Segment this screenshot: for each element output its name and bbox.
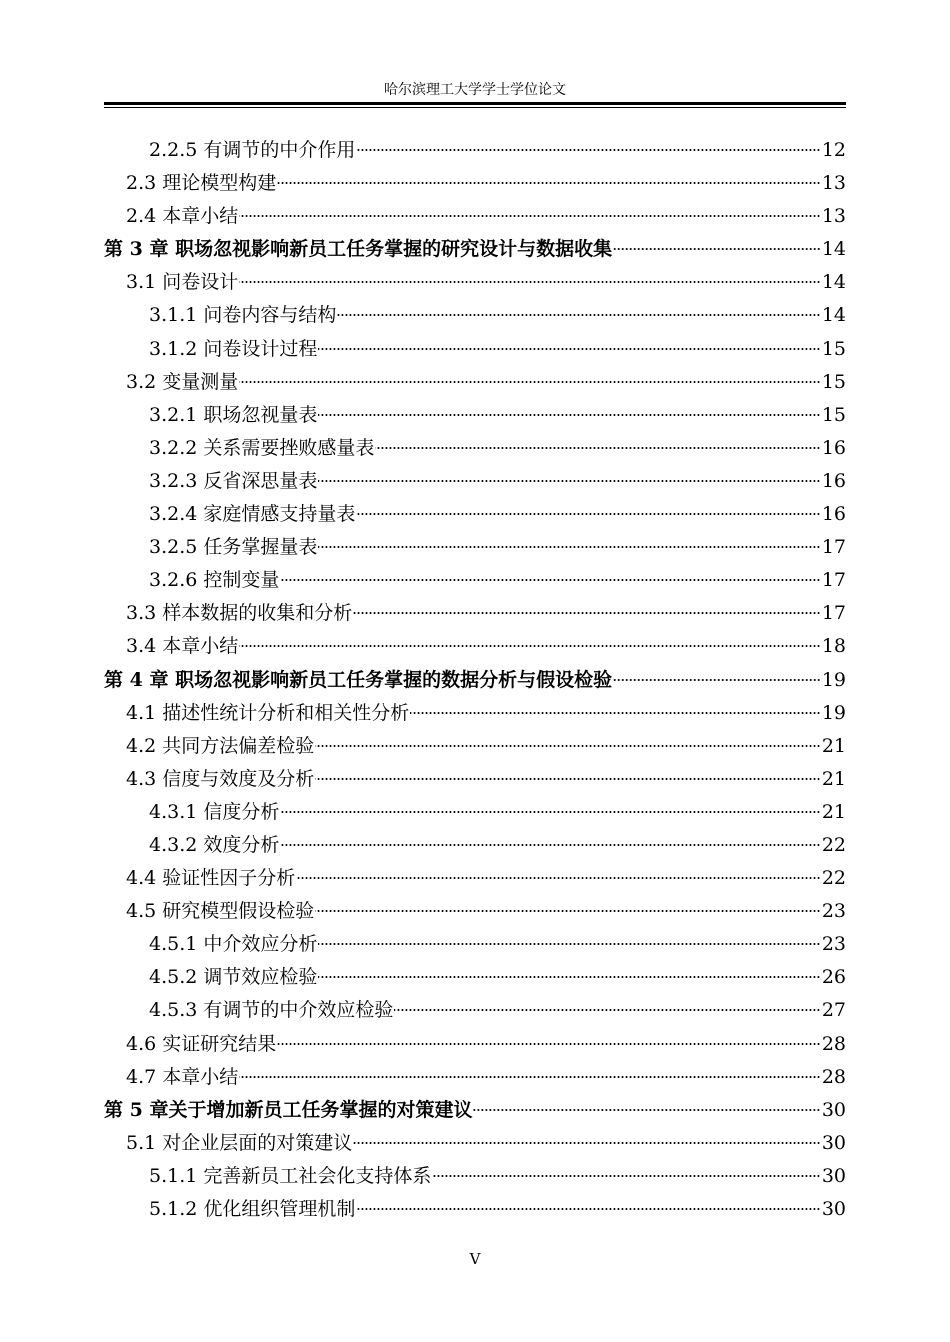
toc-entry-title: 2.4 本章小结 — [126, 205, 239, 228]
toc-entry-page: 17 — [821, 569, 846, 592]
toc-entry[interactable] — [104, 829, 846, 862]
table-of-contents — [104, 134, 846, 1226]
toc-entry[interactable] — [104, 796, 846, 829]
toc-entry[interactable] — [104, 399, 846, 432]
toc-entry-title: 3.1.1 问卷内容与结构 — [149, 304, 337, 327]
toc-entry[interactable] — [104, 1193, 846, 1226]
toc-entry[interactable] — [104, 333, 846, 366]
toc-dot-leader — [280, 579, 820, 581]
toc-entry[interactable] — [104, 697, 846, 730]
toc-dot-leader — [356, 149, 820, 151]
toc-dot-leader — [315, 745, 821, 747]
toc-entry[interactable] — [104, 366, 846, 399]
toc-dot-leader — [432, 1175, 820, 1177]
toc-dot-leader — [239, 645, 821, 647]
toc-entry-page: 16 — [821, 469, 846, 492]
toc-entry-title: 4.3.2 效度分析 — [149, 833, 280, 856]
toc-dot-leader — [318, 976, 820, 978]
toc-entry-page: 19 — [821, 668, 846, 691]
toc-dot-leader — [410, 712, 821, 714]
toc-entry-page: 21 — [821, 734, 846, 757]
toc-entry[interactable] — [104, 1028, 846, 1061]
toc-entry-title: 4.5.3 有调节的中介效应检验 — [149, 999, 394, 1022]
toc-entry-page: 28 — [821, 1032, 846, 1055]
toc-dot-leader — [318, 943, 820, 945]
toc-entry-title: 3.1 问卷设计 — [126, 271, 239, 294]
toc-dot-leader — [318, 414, 820, 416]
toc-entry[interactable] — [104, 432, 846, 465]
toc-entry-page: 12 — [821, 139, 846, 161]
toc-entry-page: 17 — [821, 536, 846, 559]
toc-entry[interactable] — [104, 597, 846, 630]
toc-entry-title: 第 3 章 职场忽视影响新员工任务掌握的研究设计与数据收集 — [104, 238, 613, 261]
toc-entry[interactable] — [104, 1061, 846, 1094]
toc-entry-title: 第 4 章 职场忽视影响新员工任务掌握的数据分析与假设检验 — [104, 668, 613, 691]
toc-entry-title: 3.4 本章小结 — [126, 635, 239, 658]
toc-entry-page: 15 — [821, 370, 846, 393]
toc-entry-page: 17 — [821, 602, 846, 625]
toc-entry-title: 4.3 信度与效度及分析 — [126, 767, 315, 790]
toc-entry-title: 3.1.2 问卷设计过程 — [149, 337, 318, 360]
toc-entry-page: 28 — [821, 1065, 846, 1088]
toc-entry-page: 13 — [821, 172, 846, 195]
toc-entry-page: 30 — [821, 1164, 846, 1187]
toc-entry[interactable] — [104, 763, 846, 796]
toc-entry[interactable] — [104, 1160, 846, 1193]
toc-entry[interactable] — [104, 299, 846, 332]
toc-entry-title: 3.2.2 关系需要挫败感量表 — [149, 436, 375, 459]
toc-dot-leader — [280, 844, 820, 846]
toc-entry[interactable] — [104, 498, 846, 531]
toc-entry[interactable] — [104, 1094, 846, 1127]
toc-dot-leader — [277, 1043, 821, 1045]
toc-entry[interactable] — [104, 531, 846, 564]
toc-entry-title: 5.1 对企业层面的对策建议 — [126, 1131, 353, 1154]
toc-dot-leader — [318, 546, 820, 548]
toc-entry-page: 22 — [821, 833, 846, 856]
toc-entry[interactable] — [104, 994, 846, 1027]
toc-dot-leader — [315, 910, 821, 912]
toc-entry[interactable] — [104, 961, 846, 994]
toc-dot-leader — [296, 877, 821, 879]
toc-entry-title: 4.2 共同方法偏差检验 — [126, 734, 315, 757]
toc-entry[interactable] — [104, 730, 846, 763]
toc-dot-leader — [239, 215, 821, 217]
toc-entry-page: 21 — [821, 800, 846, 823]
toc-entry-title: 第 5 章关于增加新员工任务掌握的对策建议 — [104, 1098, 473, 1121]
toc-entry-title: 5.1.1 完善新员工社会化支持体系 — [149, 1164, 432, 1187]
toc-entry-title: 3.2.3 反省深思量表 — [149, 469, 318, 492]
toc-dot-leader — [613, 679, 821, 681]
toc-entry-page: 18 — [821, 635, 846, 658]
toc-entry-title: 3.2.5 任务掌握量表 — [149, 536, 318, 559]
toc-entry-page: 21 — [821, 767, 846, 790]
toc-dot-leader — [280, 811, 820, 813]
toc-entry-title: 4.6 实证研究结果 — [126, 1032, 277, 1055]
toc-entry[interactable] — [104, 200, 846, 233]
toc-entry[interactable] — [104, 167, 846, 200]
toc-entry-page: 16 — [821, 436, 846, 459]
toc-entry-title: 3.2 变量测量 — [126, 370, 239, 393]
toc-entry-page: 14 — [821, 271, 846, 294]
toc-entry-title: 2.2.5 有调节的中介作用 — [149, 139, 356, 161]
toc-entry-title: 4.7 本章小结 — [126, 1065, 239, 1088]
toc-entry-title: 4.5.2 调节效应检验 — [149, 966, 318, 989]
toc-entry-title: 5.1.2 优化组织管理机制 — [149, 1198, 356, 1220]
toc-entry-title: 3.3 样本数据的收集和分析 — [126, 602, 353, 625]
toc-entry[interactable] — [104, 664, 846, 697]
toc-entry-title: 4.4 验证性因子分析 — [126, 867, 296, 890]
toc-dot-leader — [356, 513, 820, 515]
toc-dot-leader — [239, 381, 821, 383]
toc-entry[interactable] — [104, 1127, 846, 1160]
toc-dot-leader — [353, 1142, 821, 1144]
toc-entry-page: 30 — [821, 1198, 846, 1220]
toc-dot-leader — [473, 1109, 820, 1111]
toc-entry-page: 30 — [821, 1131, 846, 1154]
toc-entry-title: 4.5.1 中介效应分析 — [149, 933, 318, 956]
toc-dot-leader — [394, 1009, 820, 1011]
toc-dot-leader — [318, 348, 820, 350]
toc-dot-leader — [318, 480, 820, 482]
toc-entry-title: 3.2.1 职场忽视量表 — [149, 403, 318, 426]
toc-entry-page: 13 — [821, 205, 846, 228]
toc-entry-page: 23 — [821, 900, 846, 923]
toc-entry-title: 4.3.1 信度分析 — [149, 800, 280, 823]
toc-dot-leader — [613, 248, 821, 250]
toc-entry[interactable] — [104, 465, 846, 498]
toc-entry[interactable] — [104, 895, 846, 928]
toc-dot-leader — [353, 612, 821, 614]
page-header: 哈尔滨理工大学学士学位论文 — [384, 82, 566, 98]
toc-entry-page: 27 — [821, 999, 846, 1022]
toc-entry-title: 3.2.6 控制变量 — [149, 569, 280, 592]
toc-entry-page: 14 — [821, 304, 846, 327]
toc-entry-title: 3.2.4 家庭情感支持量表 — [149, 503, 356, 526]
toc-entry-title: 2.3 理论模型构建 — [126, 172, 277, 195]
toc-entry-page: 14 — [821, 238, 846, 261]
toc-entry[interactable] — [104, 134, 846, 167]
toc-dot-leader — [239, 281, 821, 283]
toc-entry-page: 22 — [821, 867, 846, 890]
toc-entry[interactable] — [104, 928, 846, 961]
toc-entry-page: 15 — [821, 337, 846, 360]
toc-entry[interactable] — [104, 862, 846, 895]
page-number: V — [469, 1250, 481, 1268]
toc-entry-page: 15 — [821, 403, 846, 426]
toc-dot-leader — [337, 314, 820, 316]
toc-entry-page: 23 — [821, 933, 846, 956]
toc-entry[interactable] — [104, 630, 846, 663]
toc-dot-leader — [375, 447, 820, 449]
toc-dot-leader — [239, 1076, 821, 1078]
toc-entry-page: 30 — [821, 1098, 846, 1121]
toc-entry-page: 26 — [821, 966, 846, 989]
toc-entry[interactable] — [104, 266, 846, 299]
toc-entry[interactable] — [104, 233, 846, 266]
toc-entry-title: 4.5 研究模型假设检验 — [126, 900, 315, 923]
toc-entry-title: 4.1 描述性统计分析和相关性分析 — [126, 701, 410, 724]
toc-entry[interactable] — [104, 564, 846, 597]
toc-dot-leader — [315, 778, 821, 780]
header-rule-thin — [104, 107, 846, 108]
toc-dot-leader — [277, 182, 821, 184]
toc-dot-leader — [356, 1208, 820, 1210]
toc-entry-page: 16 — [821, 503, 846, 526]
toc-entry-page: 19 — [821, 701, 846, 724]
header-rule-thick — [104, 102, 846, 105]
